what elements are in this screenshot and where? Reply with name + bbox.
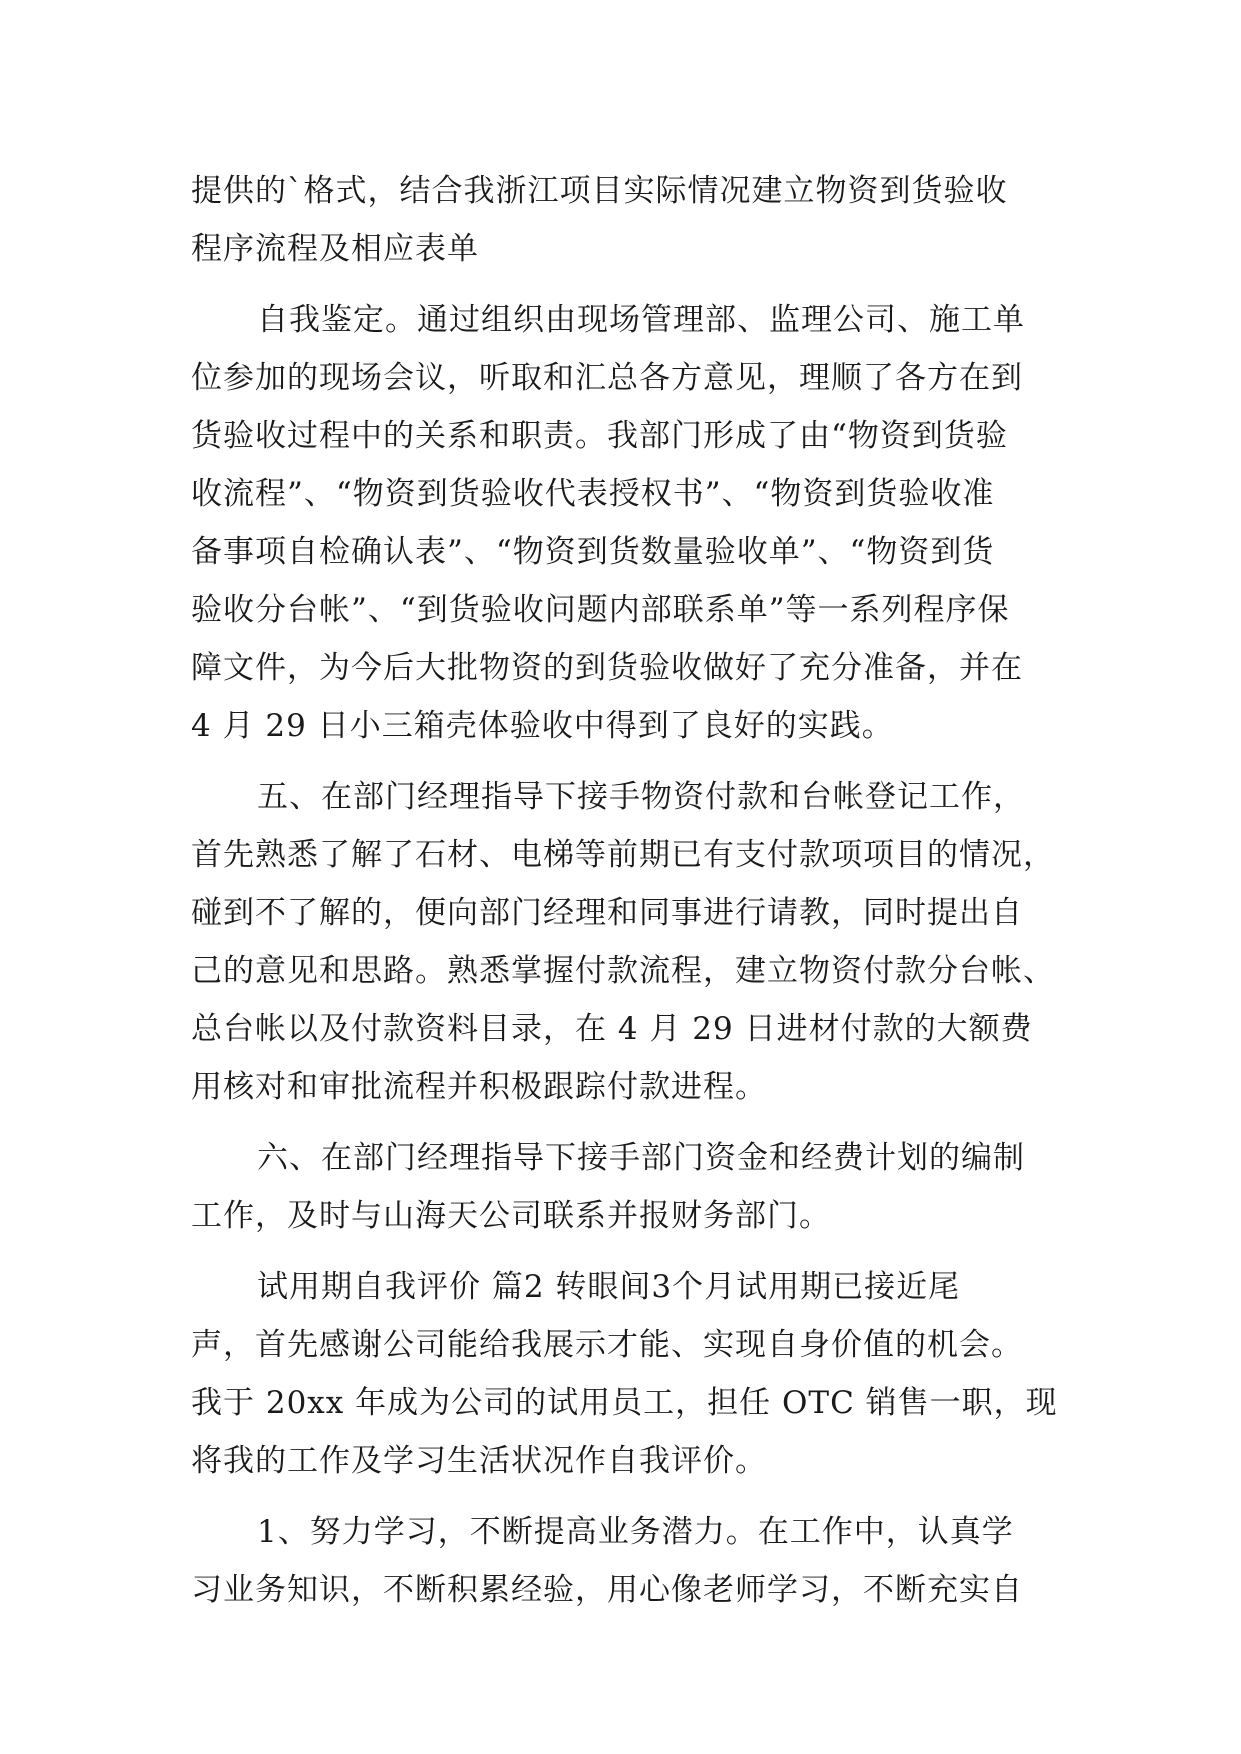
text-line: 障文件，为今后大批物资的到货验收做好了充分准备，并在 [191,650,1023,686]
text-line: 碰到不了解的，便向部门经理和同事进行请教，同时提出自 [191,895,1023,931]
text-line: 总台帐以及付款资料目录，在 4 月 29 日进材付款的大额费 [191,1011,1033,1047]
paragraph-start-line: 自我鉴定。通过组织由现场管理部、监理公司、施工单 [257,302,1025,338]
text-line: 货验收过程中的关系和职责。我部门形成了由“物资到货验 [191,418,1008,454]
text-line: 将我的工作及学习生活状况作自我评价。 [191,1443,767,1479]
text-line: 提供的`格式，结合我浙江项目实际情况建立物资到货验收 [191,173,1008,209]
text-line: 4 月 29 日小三箱壳体验收中得到了良好的实践。 [191,708,894,744]
text-line: 首先熟悉了解了石材、电梯等前期已有支付款项项目的情况， [191,837,1055,873]
text-line: 己的意见和思路。熟悉掌握付款流程，建立物资付款分台帐、 [191,953,1055,989]
text-line: 习业务知识，不断积累经验，用心像老师学习，不断充实自 [191,1572,1023,1608]
text-line: 工作，及时与山海天公司联系并报财务部门。 [191,1198,831,1234]
paragraph-start-line: 1、努力学习，不断提高业务潜力。在工作中，认真学 [257,1514,1014,1550]
text-line: 收流程”、“物资到货验收代表授权书”、“物资到货验收准 [191,476,995,512]
text-line: 声，首先感谢公司能给我展示才能、实现自身价值的机会。 [191,1327,1023,1363]
text-line: 程序流程及相应表单 [191,231,479,267]
paragraph-start-line: 试用期自我评价 篇2 转眼间3个月试用期已接近尾 [257,1269,961,1305]
paragraph-start-line: 六、在部门经理指导下接手部门资金和经费计划的编制 [257,1140,1025,1176]
text-line: 备事项自检确认表”、“物资到货数量验收单”、“物资到货 [191,534,995,570]
text-line: 验收分台帐”、“到货验收问题内部联系单”等一系列程序保 [191,592,1010,628]
text-line: 位参加的现场会议，听取和汇总各方意见，理顺了各方在到 [191,360,1023,396]
document-body [191,162,1061,1619]
text-line: 用核对和审批流程并积极跟踪付款进程。 [191,1069,767,1105]
paragraph-start-line: 五、在部门经理指导下接手物资付款和台帐登记工作， [257,779,1025,815]
text-line: 我于 20xx 年成为公司的试用员工，担任 OTC 销售一职，现 [191,1385,1058,1421]
